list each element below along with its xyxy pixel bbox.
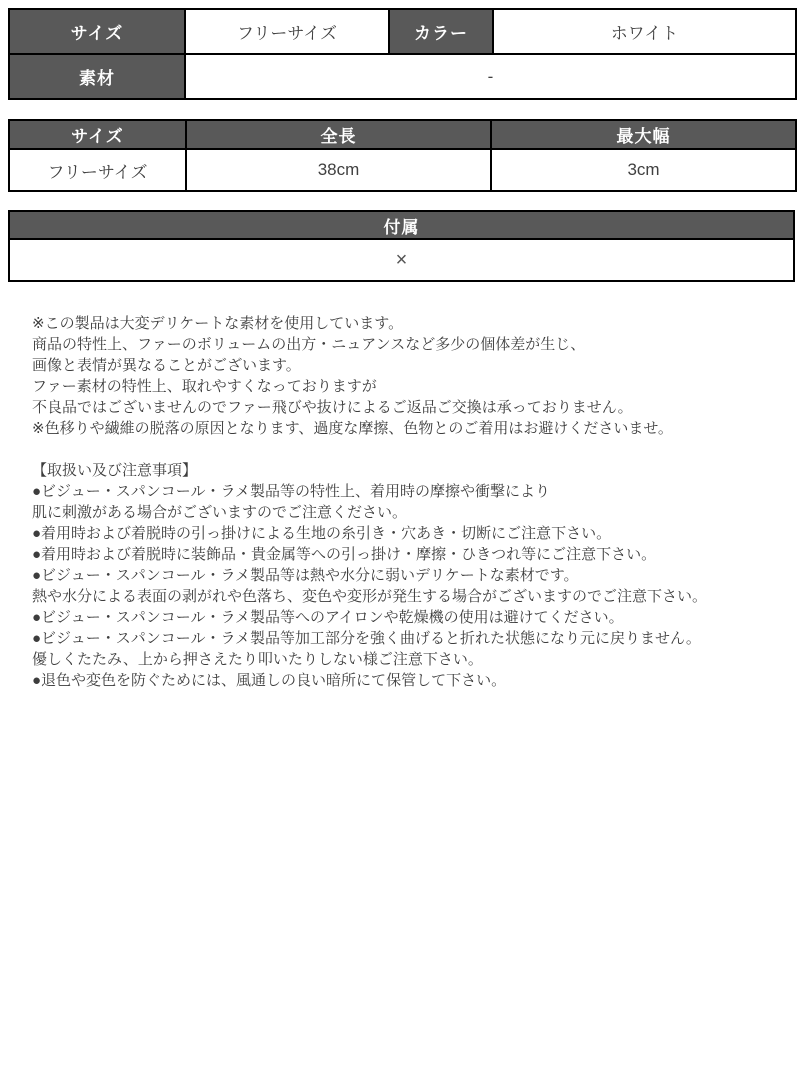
max-width-column-header: 最大幅 (491, 120, 796, 149)
size-column-header: サイズ (9, 120, 186, 149)
accessory-value-cell: × (9, 239, 794, 281)
handling-line: ●ビジュー・スパンコール・ラメ製品等の特性上、着用時の摩擦や衝撃により (32, 483, 551, 500)
handling-title: 【取扱い及び注意事項】 (32, 462, 198, 479)
handling-line: 肌に刺激がある場合がございますのでご注意ください。 (32, 504, 408, 521)
note-line: 画像と表情が異なることがございます。 (32, 357, 301, 374)
handling-instructions (32, 460, 795, 691)
accessory-header-row (9, 211, 794, 239)
accessory-table (8, 210, 795, 282)
accessory-header-cell: 付属 (9, 211, 794, 239)
note-line: 商品の特性上、ファーのボリュームの出方・ニュアンスなど多少の個体差が生じ、 (32, 336, 586, 353)
note-line: ※色移りや繊維の脱落の原因となります、過度な摩擦、色物とのご着用はお避けくださいませ。 (32, 420, 673, 437)
total-length-column-header: 全長 (186, 120, 491, 149)
handling-line: ●着用時および着脱時の引っ掛けによる生地の糸引き・穴あき・切断にご注意下さい。 (32, 525, 612, 542)
handling-line: ●ビジュー・スパンコール・ラメ製品等加工部分を強く曲げると折れた状態になり元に戻りません。 (32, 630, 701, 647)
max-width-cell: 3cm (491, 149, 796, 191)
size-cell: フリーサイズ (9, 149, 186, 191)
handling-line: ●ビジュー・スパンコール・ラメ製品等へのアイロンや乾燥機の使用は避けてください。 (32, 609, 624, 626)
measurement-table (8, 119, 797, 192)
material-header-cell: 素材 (9, 54, 185, 99)
size-value-cell: フリーサイズ (185, 9, 389, 54)
note-line: ファー素材の特性上、取れやすくなっておりますが (32, 378, 377, 395)
material-notes (32, 313, 795, 439)
material-value-cell: - (185, 54, 796, 99)
size-color-material-table (8, 8, 797, 100)
handling-line: 熱や水分による表面の剥がれや色落ち、変色や変形が発生する場合がございますのでご注意下さい。 (32, 588, 708, 605)
total-length-cell: 38cm (186, 149, 491, 191)
measurement-data-row (9, 149, 796, 191)
accessory-data-row (9, 239, 794, 281)
handling-line: ●ビジュー・スパンコール・ラメ製品等は熱や水分に弱いデリケートな素材です。 (32, 567, 579, 584)
measurement-header-row (9, 120, 796, 149)
handling-line: ●退色や変色を防ぐためには、風通しの良い暗所にて保管して下さい。 (32, 672, 507, 689)
color-header-cell: カラー (389, 9, 493, 54)
color-value-cell: ホワイト (493, 9, 796, 54)
handling-line: 優しくたたみ、上から押さえたり叩いたりしない様ご注意下さい。 (32, 651, 483, 668)
note-line: 不良品ではございませんのでファー飛びや抜けによるご返品ご交換は承っておりません。 (32, 399, 633, 416)
note-line: ※この製品は大変デリケートな素材を使用しています。 (32, 315, 404, 332)
size-color-row (9, 9, 796, 54)
handling-line: ●着用時および着脱時に装飾品・貴金属等への引っ掛け・摩擦・ひきつれ等にご注意下さい。 (32, 546, 657, 563)
size-header-cell: サイズ (9, 9, 185, 54)
material-row (9, 54, 796, 99)
